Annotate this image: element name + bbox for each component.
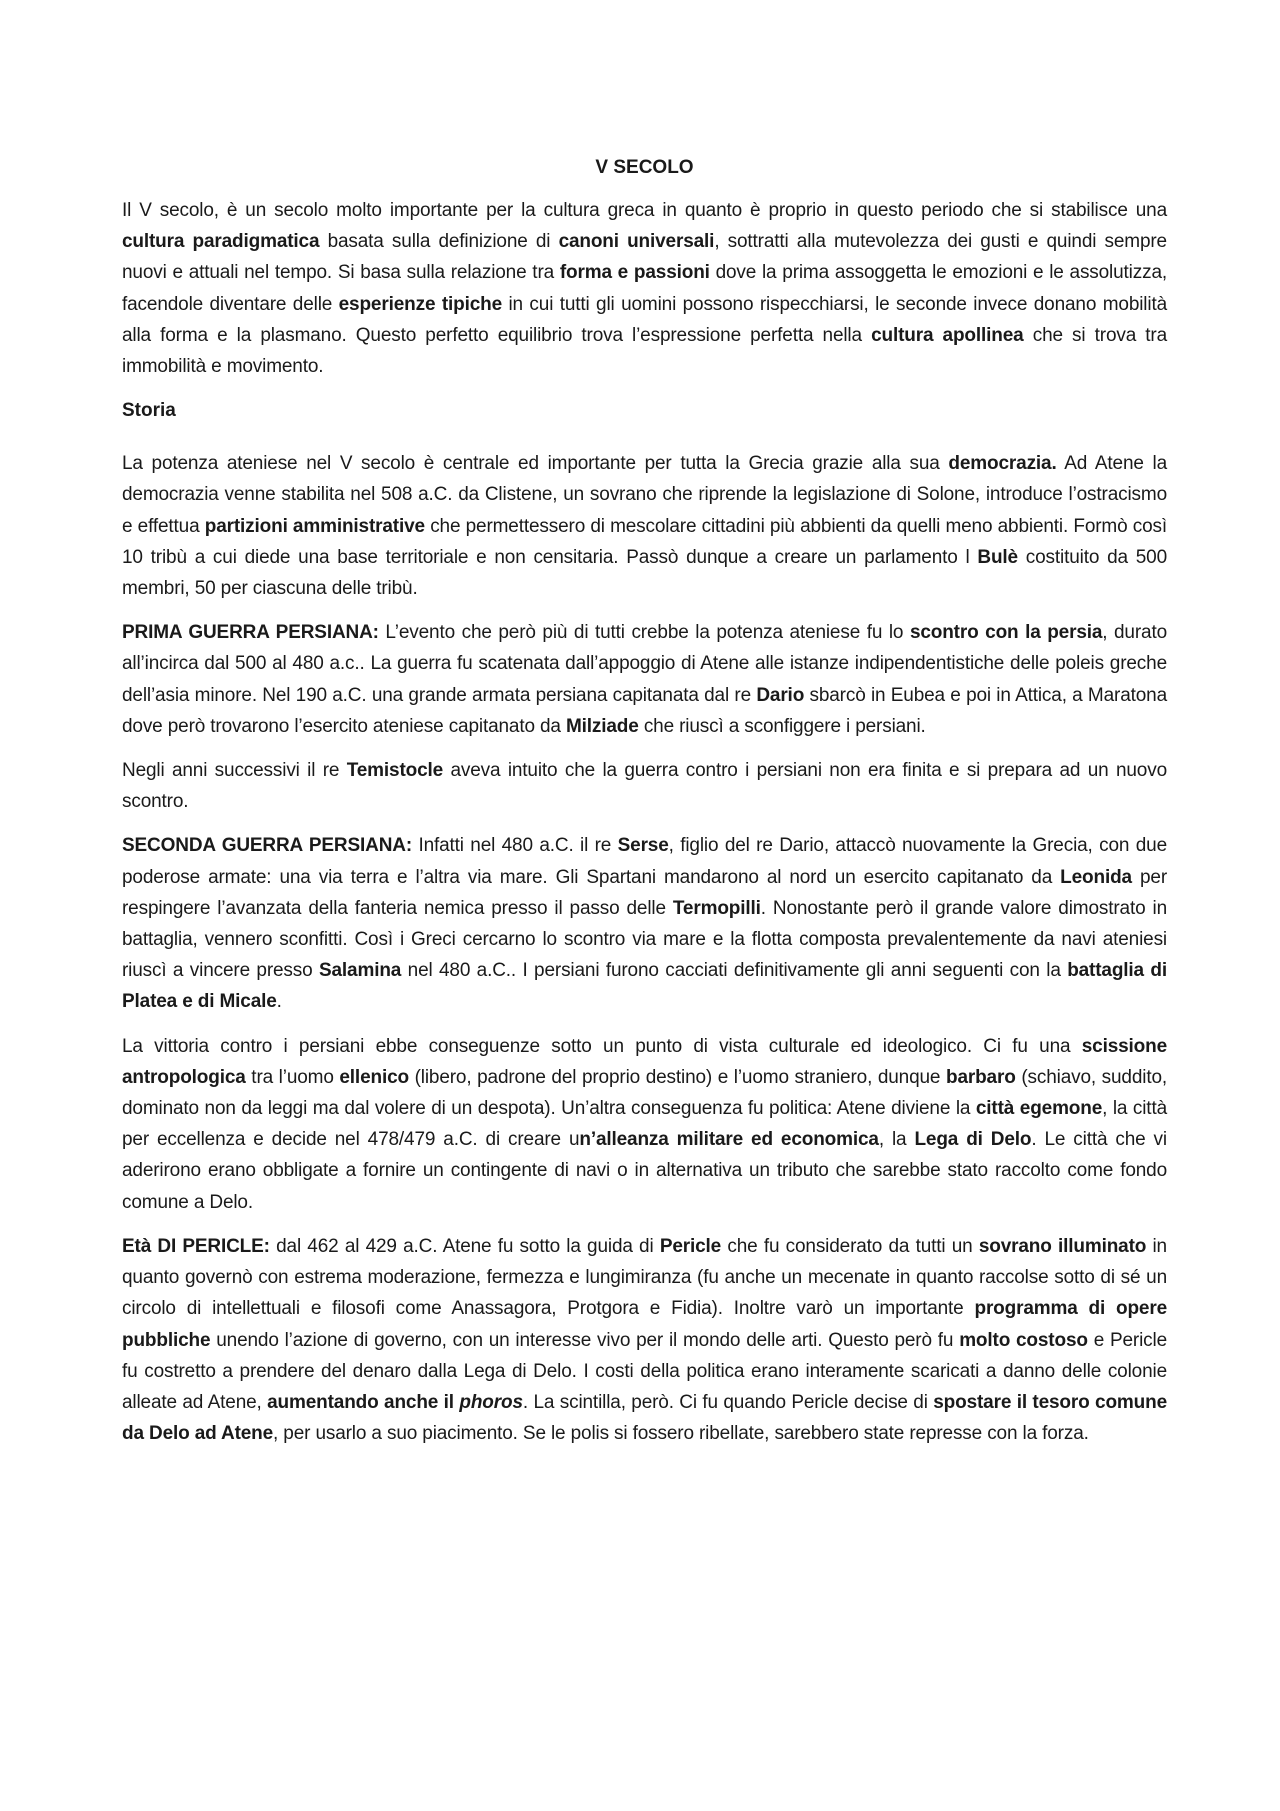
- paragraph-conseguenze: [122, 1031, 1167, 1218]
- page-title: V SECOLO: [595, 157, 694, 178]
- bold-text: ellenico: [339, 1066, 409, 1088]
- paragraph-democrazia: [122, 448, 1167, 604]
- bold-text: democrazia.: [948, 453, 1057, 475]
- bold-text: Pericle: [659, 1235, 722, 1257]
- bold-text: forma e passioni: [559, 262, 710, 284]
- bold-text: Temistocle: [346, 760, 444, 782]
- paragraph-prima-guerra: [122, 617, 1167, 742]
- bold-text: barbaro: [945, 1066, 1016, 1088]
- text-run: dove la prima assoggetta le emozioni e le assolutizza, facendole diventare delle: [122, 262, 1167, 315]
- text-run: , la: [878, 1129, 915, 1151]
- bold-text: partizioni amministrative: [204, 515, 425, 537]
- text-run: Infatti nel 480 a.C. il re: [412, 835, 618, 857]
- bold-text: Lega di Delo: [914, 1129, 1032, 1151]
- bold-text: PRIMA GUERRA PERSIANA:: [122, 622, 379, 644]
- bold-text: sovrano illuminato: [978, 1235, 1147, 1257]
- document-body: [122, 195, 1167, 1449]
- paragraph-seconda-guerra: [122, 830, 1167, 1017]
- bold-text: aumentando anche il: [267, 1391, 460, 1413]
- text-run: unendo l’azione di governo, con un interesse vivo per il mondo delle arti. Questo però fu: [210, 1329, 960, 1351]
- text-run: (libero, padrone del proprio destino) e l’uomo straniero, dunque: [408, 1066, 946, 1088]
- text-run: . La scintilla, però. Ci fu quando Pericle decise di: [522, 1391, 934, 1413]
- text-run: basata sulla definizione di: [319, 231, 559, 253]
- bold-text: SECONDA GUERRA PERSIANA:: [122, 835, 413, 857]
- bold-text: battaglia di Platea e di Micale: [122, 960, 1167, 1013]
- text-run: in cui tutti gli uomini possono rispecchiarsi, le seconde invece donano mobilità alla forma e la plasmano. Questo perfetto equilibrio trova l’espressione perfetta nella: [122, 293, 1167, 346]
- bold-text: esperienze tipiche: [338, 293, 503, 315]
- bold-text: città egemone: [975, 1098, 1103, 1120]
- text-run: , durato all’incirca dal 500 al 480 a.c.. La guerra fu scatenata dall’appoggio di Atene alle istanze indipendentistiche delle poleis greche dell’asia minore. Nel 190 a.C. una grande armata persiana capitanata dal re: [122, 622, 1167, 706]
- paragraph-temistocle: [122, 755, 1167, 817]
- bold-text: Serse: [617, 835, 669, 857]
- text-run: che fu considerato da tutti un: [721, 1235, 979, 1257]
- bold-text: Salamina: [318, 960, 402, 982]
- bold-text: Leonida: [1060, 866, 1132, 888]
- paragraph-pericle: [122, 1231, 1167, 1449]
- text-run: Il V secolo, è un secolo molto importante per la cultura greca in quanto è proprio in questo periodo che si stabilisce una: [122, 200, 1167, 221]
- bold-text: molto costoso: [959, 1329, 1088, 1351]
- bold-text: Età DI PERICLE:: [122, 1235, 270, 1257]
- text-run: , la città per eccellenza e decide nel 478/479 a.C. di creare u: [122, 1098, 1167, 1151]
- text-run: .: [276, 991, 282, 1013]
- text-run: sbarcò in Eubea e poi in Attica, a Maratona dove però trovarono l’esercito ateniese capitanato da: [122, 684, 1167, 737]
- text-run: . Le città che vi aderirono erano obbligate a fornire un contingente di navi o in alternativa un tributo che sarebbe stato raccolto come fondo comune a Delo.: [122, 1129, 1167, 1213]
- text-run: La potenza ateniese nel V secolo è centrale ed importante per tutta la Grecia grazie alla sua: [122, 453, 949, 475]
- bold-text: Termopilli: [672, 897, 761, 919]
- text-run: , per usarlo a suo piacimento. Se le polis si fossero ribellate, sarebbero state represse con la forza.: [273, 1423, 1089, 1445]
- paragraph-intro: [122, 195, 1167, 382]
- bold-text: scontro con la persia: [909, 622, 1103, 644]
- text-run: che riuscì a sconfiggere i persiani.: [638, 715, 926, 737]
- bold-text: scissione antropologica: [122, 1035, 1167, 1088]
- text-run: in quanto governò con estrema moderazione, fermezza e lungimiranza (fu anche un mecenate in quanto raccolse sotto di sé un circolo di intellettuali e filosofi come Anassagora, Protgora e Fidia). Inoltre varò un importante: [122, 1235, 1167, 1320]
- bold-text: cultura apollinea: [871, 324, 1024, 346]
- bold-text: programma di opere pubbliche: [122, 1298, 1168, 1351]
- text-run: La vittoria contro i persiani ebbe conseguenze sotto un punto di vista culturale ed ideologico. Ci fu una: [122, 1035, 1082, 1057]
- text-run: , sottratti alla mutevolezza dei gusti e quindi sempre nuovi e attuali nel tempo. Si basa sulla relazione tra: [122, 231, 1167, 284]
- text-run: tra l’uomo: [245, 1066, 340, 1088]
- bold-text: canoni universali: [558, 231, 715, 253]
- text-run: Ad Atene la democrazia venne stabilita nel 508 a.C. da Clistene, un sovrano che riprende la legislazione di Solone, introduce l’ostracismo e effettua: [122, 453, 1168, 537]
- text-run: Negli anni successivi il re: [122, 760, 347, 782]
- bold-text: Milziade: [565, 715, 639, 737]
- text-run: , figlio del re Dario, attaccò nuovamente la Grecia, con due poderose armate: una via terra e l’altra via mare. Gli Spartani mandarono al nord un esercito capitanato da: [122, 835, 1167, 888]
- section-heading-storia-heading: Storia: [122, 400, 176, 422]
- text-run: (schiavo, suddito, dominato non da leggi ma dal volere di un despota). Un’altra conseguenza fu politica: Atene diviene la: [122, 1066, 1167, 1120]
- text-run: dal 462 al 429 a.C. Atene fu sotto la guida di: [269, 1235, 660, 1257]
- text-run: e Pericle fu costretto a prendere del denaro dalla Lega di Delo. I costi della politica erano interamente scaricati a danno delle colonie alleate ad Atene,: [122, 1329, 1168, 1413]
- bold-text: Dario: [756, 684, 805, 706]
- bold-text: spostare il tesoro comune da Delo ad Atene: [122, 1391, 1167, 1445]
- bold-text: Bulè: [977, 546, 1018, 568]
- bold-text: phoros: [459, 1391, 523, 1413]
- text-run: L’evento che però più di tutti crebbe la potenza ateniese fu lo: [378, 622, 910, 644]
- text-run: per respingere l’avanzata della fanteria nemica presso il passo delle: [122, 866, 1168, 919]
- text-run: nel 480 a.C.. I persiani furono cacciati definitivamente gli anni seguenti con la: [401, 960, 1068, 982]
- text-run: che permettessero di mescolare cittadini più abbienti da quelli meno abbienti. Formò così 10 tribù a cui diede una base territoriale e non censitaria. Passò dunque a creare un parlamento l: [122, 515, 1167, 568]
- text-run: costituito da 500 membri, 50 per ciascuna delle tribù.: [122, 546, 1168, 600]
- bold-text: n’alleanza militare ed economica: [579, 1129, 879, 1151]
- text-run: . Nonostante però il grande valore dimostrato in battaglia, vennero sconfitti. Così i Greci cercarno lo scontro via mare e la flotta composta prevalentemente da navi ateniesi riuscì a vincere presso: [122, 897, 1167, 982]
- text-run: aveva intuito che la guerra contro i persiani non era finita e si prepara ad un nuovo scontro.: [122, 760, 1167, 813]
- bold-text: cultura paradigmatica: [122, 231, 320, 253]
- text-run: che si trova tra immobilità e movimento.: [122, 324, 1168, 378]
